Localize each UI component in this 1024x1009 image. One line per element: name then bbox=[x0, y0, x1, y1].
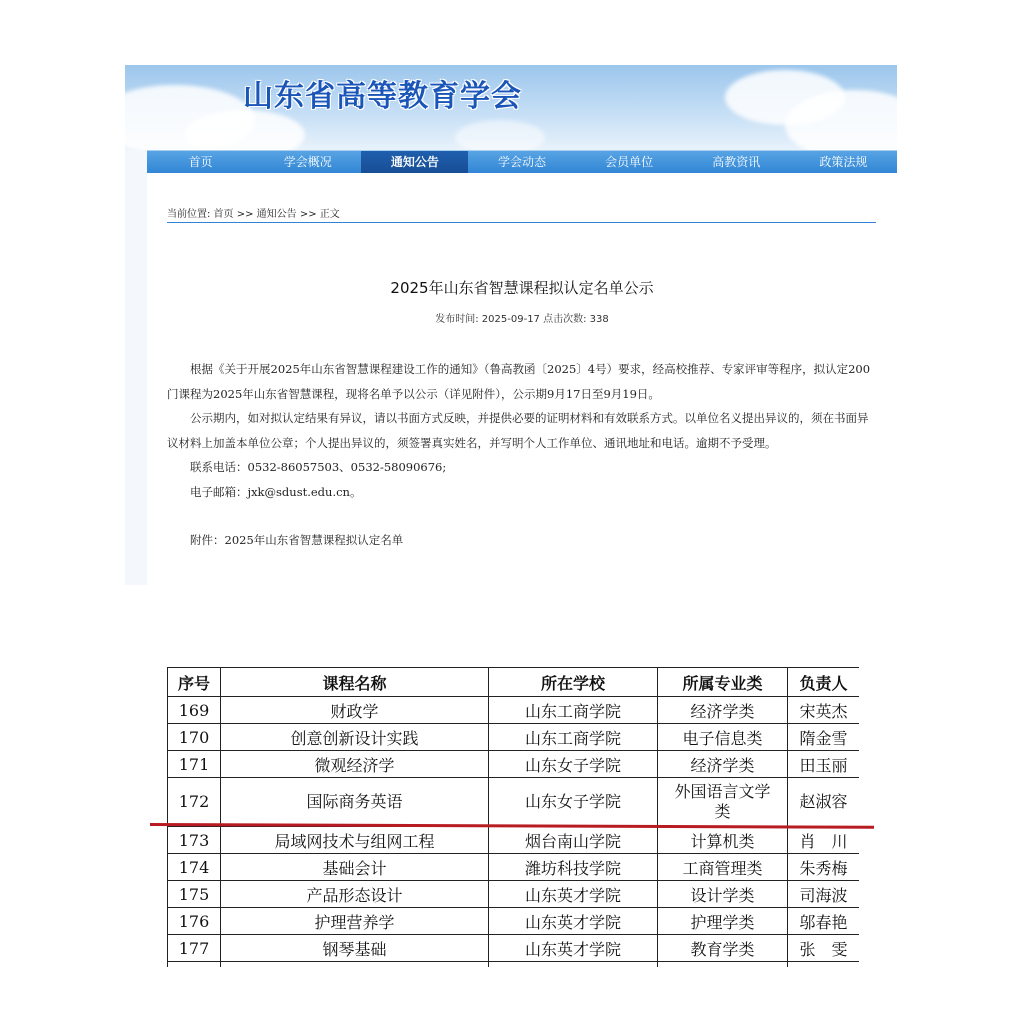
course-table bbox=[167, 667, 859, 967]
breadcrumb-divider bbox=[167, 222, 876, 223]
article-body bbox=[167, 357, 879, 553]
article-paragraph: 根据《关于开展2025年山东省智慧课程建设工作的通知》（鲁高教函〔2025〕4号）要求，经高校推荐、专家评审等程序，拟认定200门课程为2025年山东省智慧课程，现将名单予以公示（详见附件），公示期9月17日至9月19日。 bbox=[167, 362, 871, 401]
cell-category: 电子信息类 bbox=[658, 724, 788, 751]
article-meta: 发布时间: 2025-09-17 点击次数: 338 bbox=[435, 314, 609, 325]
cell-course: 钢琴基础 bbox=[221, 935, 489, 962]
cell-no: 175 bbox=[168, 881, 221, 908]
main-nav bbox=[147, 150, 897, 174]
cell-no: 174 bbox=[168, 854, 221, 881]
article-title: 2025年山东省智慧课程拟认定名单公示 bbox=[390, 279, 654, 297]
cell-course: 国际商务英语 bbox=[221, 778, 489, 827]
content-panel bbox=[147, 173, 897, 585]
site-banner bbox=[125, 65, 897, 150]
cell-course: 财政学 bbox=[221, 697, 489, 724]
cell-lead: 隋金雪 bbox=[788, 724, 860, 751]
cell-school: 山东工商学院 bbox=[489, 697, 658, 724]
cell-no: 173 bbox=[168, 827, 221, 854]
cell-category: 计算机类 bbox=[658, 827, 788, 854]
website-screenshot bbox=[125, 65, 897, 585]
nav-item-notices[interactable]: 通知公告 bbox=[361, 151, 468, 174]
cell-lead: 田玉丽 bbox=[788, 751, 860, 778]
cell-school: 山东工商学院 bbox=[489, 724, 658, 751]
cell-lead: 赵淑容 bbox=[788, 778, 860, 827]
table-header-row bbox=[168, 668, 860, 697]
cell-course: 产品形态设计 bbox=[221, 881, 489, 908]
table-row bbox=[168, 751, 860, 778]
cell-lead: 邬春艳 bbox=[788, 908, 860, 935]
table-row bbox=[168, 962, 860, 968]
cell-school: 山东英才学院 bbox=[489, 908, 658, 935]
table-row bbox=[168, 854, 860, 881]
nav-item-about[interactable]: 学会概况 bbox=[283, 155, 332, 169]
header-school: 所在学校 bbox=[489, 668, 658, 697]
cell-school: 山东女子学院 bbox=[489, 778, 658, 827]
cell-lead: 张 雯 bbox=[788, 935, 860, 962]
article-paragraph: 公示期内，如对拟认定结果有异议，请以书面方式反映，并提供必要的证明材料和有效联系方式。以单位名义提出异议的，须在书面异议材料上加盖本单位公章；个人提出异议的，须签署真实姓名，并写明个人工作单位、通讯地址和电话。逾期不予受理。 bbox=[167, 411, 869, 450]
cell-school: 山东英才学院 bbox=[489, 881, 658, 908]
cell-no: 176 bbox=[168, 908, 221, 935]
cell-no: 171 bbox=[168, 751, 221, 778]
header-lead: 负责人 bbox=[788, 668, 860, 697]
cell-category: 工商管理类 bbox=[658, 854, 788, 881]
cell-category: 经济学类 bbox=[658, 697, 788, 724]
cell-category: 外国语言文学类 bbox=[658, 778, 788, 827]
contact-email: 电子邮箱：jxk@sdust.edu.cn。 bbox=[190, 484, 362, 499]
cell-course: 创意创新设计实践 bbox=[221, 724, 489, 751]
header-course: 课程名称 bbox=[221, 668, 489, 697]
cell-lead: 宋英杰 bbox=[788, 697, 860, 724]
cell-course: 局域网技术与组网工程 bbox=[221, 827, 489, 854]
nav-item-policy[interactable]: 政策法规 bbox=[819, 155, 868, 169]
nav-item-home[interactable]: 首页 bbox=[188, 155, 213, 169]
contact-phone: 联系电话：0532-86057503、0532-58090676; bbox=[190, 460, 447, 474]
nav-item-news[interactable]: 学会动态 bbox=[497, 155, 546, 169]
table-row bbox=[168, 935, 860, 962]
cell-lead: 肖 川 bbox=[788, 827, 860, 854]
cell-school: 山东女子学院 bbox=[489, 751, 658, 778]
site-title: 山东省高等教育学会 bbox=[243, 79, 522, 114]
cell-course: 基础会计 bbox=[221, 854, 489, 881]
cell-category: 设计学类 bbox=[658, 881, 788, 908]
breadcrumb: 当前位置: 首页 >> 通知公告 >> 正文 bbox=[167, 209, 340, 220]
cell-lead: 司海波 bbox=[788, 881, 860, 908]
cell-no: 172 bbox=[168, 778, 221, 827]
course-table-image bbox=[167, 667, 859, 967]
cell-no: 177 bbox=[168, 935, 221, 962]
header-no: 序号 bbox=[168, 668, 221, 697]
cell-no: 170 bbox=[168, 724, 221, 751]
cell-school: 山东英才学院 bbox=[489, 935, 658, 962]
cell-category: 护理学类 bbox=[658, 908, 788, 935]
cell-school: 潍坊科技学院 bbox=[489, 854, 658, 881]
table-row bbox=[168, 881, 860, 908]
cell-course: 护理营养学 bbox=[221, 908, 489, 935]
table-row bbox=[168, 908, 860, 935]
cell-lead: 朱秀梅 bbox=[788, 854, 860, 881]
table-row bbox=[168, 697, 860, 724]
table-row bbox=[168, 724, 860, 751]
table-row bbox=[168, 778, 860, 827]
header-category: 所属专业类 bbox=[658, 668, 788, 697]
cell-school: 烟台南山学院 bbox=[489, 827, 658, 854]
cell-course: 微观经济学 bbox=[221, 751, 489, 778]
nav-item-info[interactable]: 高教资讯 bbox=[712, 155, 761, 169]
nav-item-members[interactable]: 会员单位 bbox=[605, 155, 654, 169]
attachment-link[interactable]: 附件：2025年山东省智慧课程拟认定名单 bbox=[190, 533, 404, 547]
cell-no: 169 bbox=[168, 697, 221, 724]
cell-category: 经济学类 bbox=[658, 751, 788, 778]
cell-category: 教育学类 bbox=[658, 935, 788, 962]
table-row bbox=[168, 827, 860, 854]
